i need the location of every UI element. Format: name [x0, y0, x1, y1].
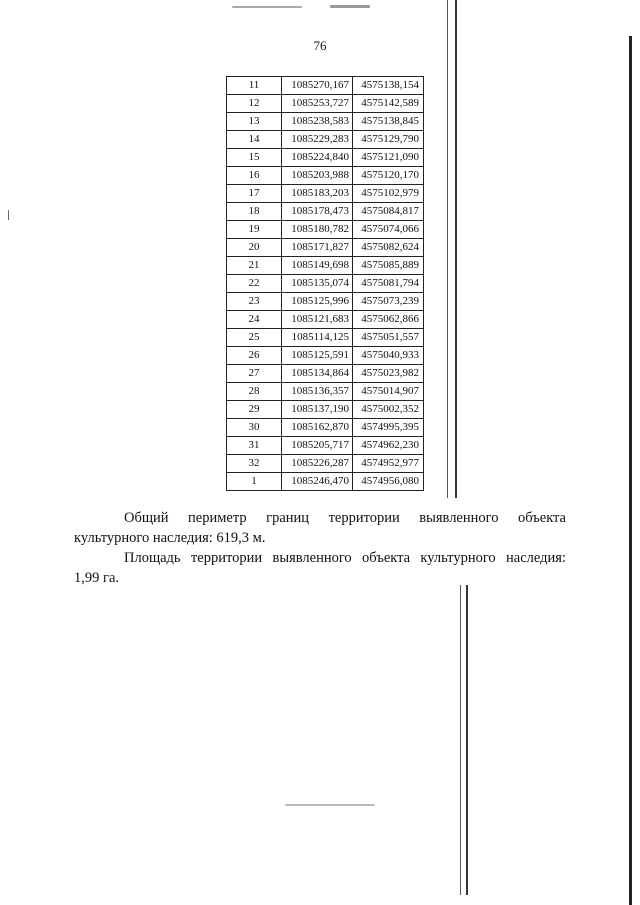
x-coordinate-cell: 1085121,683	[282, 311, 353, 329]
area-line-2: 1,99 га.	[74, 570, 120, 586]
area-line-1: Площадь территории выявленного объекта культурного наследия:	[124, 550, 566, 566]
y-coordinate-cell: 4575120,170	[353, 167, 424, 185]
point-number-cell: 29	[227, 401, 282, 419]
y-coordinate-cell: 4574956,080	[353, 473, 424, 491]
x-coordinate-cell: 1085238,583	[282, 113, 353, 131]
x-coordinate-cell: 1085162,870	[282, 419, 353, 437]
table-row	[227, 437, 424, 455]
point-number-cell: 28	[227, 383, 282, 401]
y-coordinate-cell: 4575129,790	[353, 131, 424, 149]
point-number-cell: 26	[227, 347, 282, 365]
x-coordinate-cell: 1085135,074	[282, 275, 353, 293]
point-number-cell: 17	[227, 185, 282, 203]
y-coordinate-cell: 4574995,395	[353, 419, 424, 437]
point-number-cell: 25	[227, 329, 282, 347]
table-row	[227, 257, 424, 275]
point-number-cell: 1	[227, 473, 282, 491]
y-coordinate-cell: 4575084,817	[353, 203, 424, 221]
point-number-cell: 16	[227, 167, 282, 185]
scan-artifact-speck	[232, 6, 302, 8]
scan-artifact-line	[455, 0, 457, 498]
point-number-cell: 22	[227, 275, 282, 293]
y-coordinate-cell: 4575073,239	[353, 293, 424, 311]
x-coordinate-cell: 1085178,473	[282, 203, 353, 221]
x-coordinate-cell: 1085229,283	[282, 131, 353, 149]
x-coordinate-cell: 1085203,988	[282, 167, 353, 185]
perimeter-paragraph	[74, 508, 566, 548]
coordinates-table-body	[227, 77, 424, 491]
table-row	[227, 401, 424, 419]
perimeter-line-2: культурного наследия: 619,3 м.	[74, 530, 266, 546]
y-coordinate-cell: 4575014,907	[353, 383, 424, 401]
y-coordinate-cell: 4575062,866	[353, 311, 424, 329]
point-number-cell: 21	[227, 257, 282, 275]
y-coordinate-cell: 4574952,977	[353, 455, 424, 473]
y-coordinate-cell: 4575085,889	[353, 257, 424, 275]
x-coordinate-cell: 1085134,864	[282, 365, 353, 383]
point-number-cell: 14	[227, 131, 282, 149]
table-row	[227, 311, 424, 329]
point-number-cell: 32	[227, 455, 282, 473]
point-number-cell: 30	[227, 419, 282, 437]
y-coordinate-cell: 4574962,230	[353, 437, 424, 455]
y-coordinate-cell: 4575002,352	[353, 401, 424, 419]
y-coordinate-cell: 4575138,154	[353, 77, 424, 95]
scan-artifact-line	[460, 585, 461, 895]
scan-artifact-speck	[330, 5, 370, 8]
table-row	[227, 185, 424, 203]
table-row	[227, 293, 424, 311]
y-coordinate-cell: 4575023,982	[353, 365, 424, 383]
table-row	[227, 113, 424, 131]
scan-artifact-line	[447, 0, 448, 498]
y-coordinate-cell: 4575051,557	[353, 329, 424, 347]
table-row	[227, 95, 424, 113]
table-row	[227, 149, 424, 167]
x-coordinate-cell: 1085125,996	[282, 293, 353, 311]
point-number-cell: 13	[227, 113, 282, 131]
table-row	[227, 365, 424, 383]
x-coordinate-cell: 1085253,727	[282, 95, 353, 113]
scan-artifact-line	[8, 210, 9, 220]
table-row	[227, 239, 424, 257]
y-coordinate-cell: 4575138,845	[353, 113, 424, 131]
point-number-cell: 24	[227, 311, 282, 329]
table-row	[227, 473, 424, 491]
scan-artifact-speck	[285, 804, 375, 806]
x-coordinate-cell: 1085180,782	[282, 221, 353, 239]
point-number-cell: 27	[227, 365, 282, 383]
x-coordinate-cell: 1085226,287	[282, 455, 353, 473]
table-row	[227, 77, 424, 95]
x-coordinate-cell: 1085246,470	[282, 473, 353, 491]
point-number-cell: 12	[227, 95, 282, 113]
x-coordinate-cell: 1085183,203	[282, 185, 353, 203]
table-row	[227, 275, 424, 293]
table-row	[227, 221, 424, 239]
point-number-cell: 11	[227, 77, 282, 95]
y-coordinate-cell: 4575142,589	[353, 95, 424, 113]
y-coordinate-cell: 4575040,933	[353, 347, 424, 365]
table-row	[227, 167, 424, 185]
y-coordinate-cell: 4575082,624	[353, 239, 424, 257]
page-number: 76	[313, 38, 327, 53]
x-coordinate-cell: 1085125,591	[282, 347, 353, 365]
x-coordinate-cell: 1085171,827	[282, 239, 353, 257]
table-row	[227, 383, 424, 401]
perimeter-line-1: Общий периметр границ территории выявленного объекта	[124, 510, 566, 526]
table-row	[227, 131, 424, 149]
point-number-cell: 15	[227, 149, 282, 167]
point-number-cell: 20	[227, 239, 282, 257]
table-row	[227, 347, 424, 365]
y-coordinate-cell: 4575121,090	[353, 149, 424, 167]
y-coordinate-cell: 4575074,066	[353, 221, 424, 239]
x-coordinate-cell: 1085270,167	[282, 77, 353, 95]
x-coordinate-cell: 1085137,190	[282, 401, 353, 419]
x-coordinate-cell: 1085114,125	[282, 329, 353, 347]
point-number-cell: 31	[227, 437, 282, 455]
point-number-cell: 18	[227, 203, 282, 221]
x-coordinate-cell: 1085136,357	[282, 383, 353, 401]
area-paragraph	[74, 548, 566, 588]
scan-artifact-line	[466, 585, 468, 895]
point-number-cell: 19	[227, 221, 282, 239]
scan-artifact-line	[629, 36, 632, 905]
x-coordinate-cell: 1085224,840	[282, 149, 353, 167]
table-row	[227, 455, 424, 473]
y-coordinate-cell: 4575081,794	[353, 275, 424, 293]
coordinates-table	[226, 76, 424, 491]
x-coordinate-cell: 1085205,717	[282, 437, 353, 455]
y-coordinate-cell: 4575102,979	[353, 185, 424, 203]
table-row	[227, 419, 424, 437]
table-row	[227, 329, 424, 347]
point-number-cell: 23	[227, 293, 282, 311]
table-row	[227, 203, 424, 221]
x-coordinate-cell: 1085149,698	[282, 257, 353, 275]
